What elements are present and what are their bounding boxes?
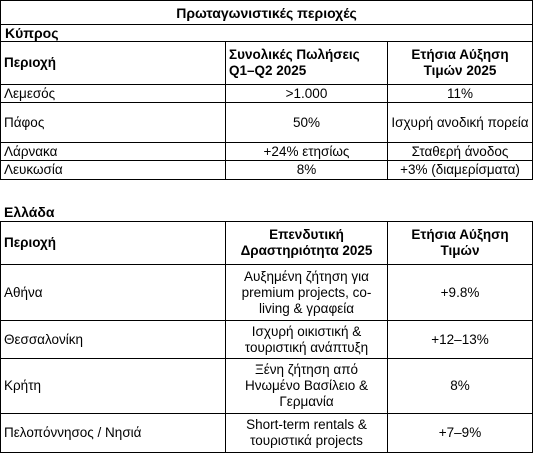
growth-cell: +9.8% [388,265,533,321]
activity-cell: Αυξημένη ζήτηση για premium projects, co-living & γραφεία [226,265,388,321]
header-sales: Συνολικές Πωλήσεις Q1–Q2 2025 [226,42,388,85]
growth-cell: +3% (διαμερίσματα) [388,161,533,180]
activity-cell: Short-term rentals & τουριστικά projects [226,414,388,453]
growth-cell: 8% [388,359,533,414]
growth-cell: Σταθερή άνοδος [388,143,533,161]
header-region: Περιοχή [0,222,226,265]
table-title: Πρωταγωνιστικές περιοχές [0,0,533,24]
spacer-row [0,180,533,202]
table-row [0,103,533,143]
sales-cell: +24% ετησίως [226,143,388,161]
table-row [0,265,533,321]
header-activity: Επενδυτική Δραστηριότητα 2025 [226,222,388,265]
region-cell: Αθήνα [0,265,226,321]
growth-cell: +7–9% [388,414,533,453]
table-header-row [0,42,533,85]
table-row [0,414,533,453]
region-cell: Θεσσαλονίκη [0,321,226,359]
section-label-greece: Ελλάδα [0,202,533,222]
region-cell: Λάρνακα [0,143,226,161]
region-cell: Πελοπόννησος / Νησιά [0,414,226,453]
table-row [0,321,533,359]
region-cell: Κρήτη [0,359,226,414]
table-row [0,143,533,161]
activity-cell: Ξένη ζήτηση από Ηνωμένο Βασίλειο & Γερμανία [226,359,388,414]
table-row [0,161,533,180]
header-region: Περιοχή [0,42,226,85]
table-row [0,359,533,414]
growth-cell: +12–13% [388,321,533,359]
table-row [0,85,533,103]
header-growth: Ετήσια Αύξηση Τιμών [388,222,533,265]
growth-cell: 11% [388,85,533,103]
region-cell: Λεμεσός [0,85,226,103]
region-cell: Λευκωσία [0,161,226,180]
activity-cell: Ισχυρή οικιστική & τουριστική ανάπτυξη [226,321,388,359]
header-growth: Ετήσια Αύξηση Τιμών 2025 [388,42,533,85]
section-label-cyprus: Κύπρος [0,24,533,42]
region-cell: Πάφος [0,103,226,143]
sales-cell: 8% [226,161,388,180]
sales-cell: 50% [226,103,388,143]
growth-cell: Ισχυρή ανοδική πορεία [388,103,533,143]
sales-cell: >1.000 [226,85,388,103]
table-header-row [0,222,533,265]
